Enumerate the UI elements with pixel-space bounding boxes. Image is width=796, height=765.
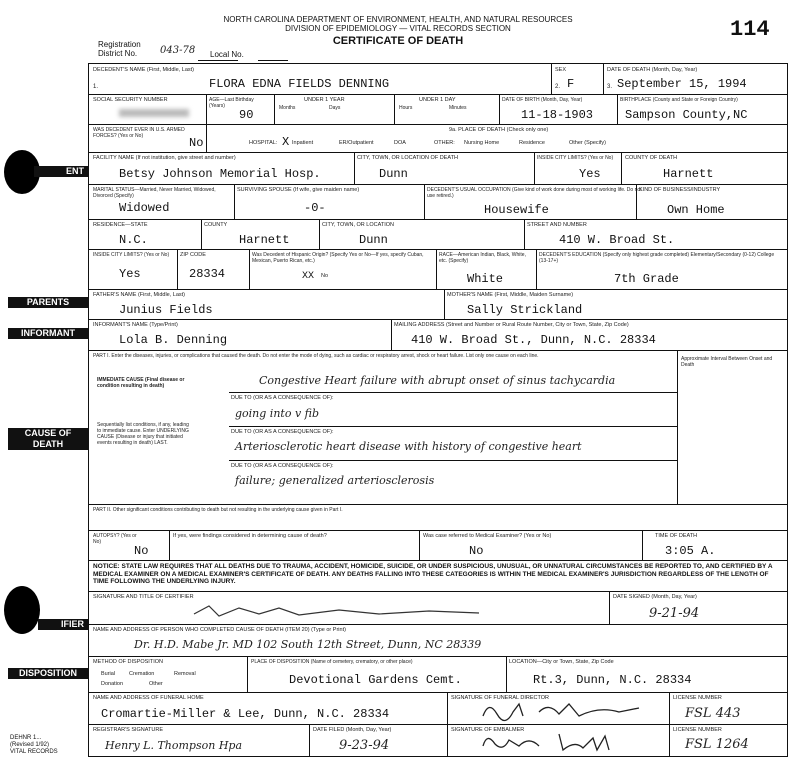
zip-label: ZIP CODE [180,252,206,258]
res-state-value: N.C. [119,233,148,247]
mailing-value: 410 W. Broad St., Dunn, N.C. 28334 [411,333,656,347]
ssn-redacted [119,109,189,117]
mother-label: MOTHER'S NAME (First, Middle, Maiden Surname) [447,292,574,298]
license1-label: LICENSE NUMBER [673,695,722,701]
doa-label: DOA [394,140,406,146]
divider [536,249,537,289]
divider [444,289,445,319]
education-value: 7th Grade [614,272,679,286]
local-no-label: Local No. [210,50,244,59]
date-signed-label: DATE SIGNED (Month, Day, Year) [613,594,697,600]
informant-label: INFORMANT'S NAME (Type/Print) [93,322,178,328]
row-line [89,289,787,290]
sig-certifier-label: SIGNATURE AND TITLE OF CERTIFIER [93,594,194,600]
divider [201,219,202,249]
hispanic-mark: XX [302,271,315,282]
divider [499,94,500,124]
divider [169,530,170,560]
certifier-address-label: NAME AND ADDRESS OF PERSON WHO COMPLETED CAUSE OF DEATH (ITEM 20) (Type or Print) [93,627,346,633]
inside-city2-label: INSIDE CITY LIMITS? (Yes or No) [93,252,170,258]
age-label: AGE—Last Birthday (Years) [209,97,254,109]
row-line [89,152,787,153]
hispanic-label: Was Decedent of Hispanic Origin? (Specify Yes or No—If yes, specify Cuban, Mexican, Puerto Rican, etc.) [252,252,424,264]
occupation-label: DECEDENT'S USUAL OCCUPATION (Give kind of work done during most of working life. Do not use retired.) [427,187,642,199]
dob-label: DATE OF BIRTH (Month, Day, Year) [502,97,583,103]
sex-value: F [567,77,575,91]
inside-city-value: Yes [579,167,601,181]
row-line [89,124,787,125]
marital-value: Widowed [119,201,170,215]
divider [617,94,618,124]
certifier-address-value: Dr. H.D. Mabe Jr. MD 102 South 12th Street, Dunn, NC 28339 [134,638,482,651]
funeral-director-signature [479,698,649,722]
city-of-death-label: CITY, TOWN, OR LOCATION OF DEATH [357,155,458,161]
facility-label: FACILITY NAME (If not institution, give street and number) [93,155,236,161]
burial-mark: X [83,669,90,680]
legal-notice: NOTICE: STATE LAW REQUIRES THAT ALL DEATHS DUE TO TRAUMA, ACCIDENT, HOMICIDE, SUICIDE, OR UNDER SUSPICIOUS, UNUSUAL, OR UNNATURAL CIRCUMSTANCES BE REPORTED TO, AND CERTIFIED BY A MEDICAL EXAMINER ON A MEDICAL EXAMINER'S CERTIFICATE OF DEATH. ANY DEATHS FALLING INTO THESE CATEGORIES IS WITHIN THE MEDICAL EXAMINER'S JURISDICTION REGARDLESS OF THE LENGTH OF TIME FOLLOWING THE UNDERLYING INJURY. [93,563,773,585]
cause-b-value: going into v fib [235,407,320,420]
part1-instructions: PART I. Enter the diseases, injuries, or complications that caused the death. Do not enter the mode of dying, such as cardiac or respiratory arrest, shock or heart failure. List only one cause on each line. [93,353,539,359]
name-label: DECEDENT'S NAME (First, Middle, Last) [93,67,194,73]
education-label: DECEDENT'S EDUCATION (Specify only highest grade completed) Elementary/Secondary (0-12) College (13-17+) [539,252,775,264]
inside-city-label: INSIDE CITY LIMITS? (Yes or No) [537,155,614,161]
certifier-signature [189,602,489,622]
county-of-death-value: Harnett [663,167,714,181]
divider [274,94,275,124]
hospital-label: HOSPITAL: [249,140,278,146]
divider [534,152,535,184]
donation-label: Donation [101,681,124,687]
divider [524,219,525,249]
parents-tab: PARENTS [8,297,88,308]
inpatient-label: Inpatient [292,140,314,146]
method-label: METHOD OF DISPOSITION [93,659,163,665]
row-line [89,656,787,657]
sequential-label: Sequentially list conditions, if any, leading to immediate cause. Enter UNDERLYING CAUSE (Disease or injury that initiated events resulting in death) LAST. [97,422,189,446]
city-loc-value: Dunn [359,233,388,247]
divider [247,656,248,692]
funeral-director-label: SIGNATURE OF FUNERAL DIRECTOR [451,695,549,701]
spouse-value: -0- [304,201,326,215]
autopsy-label: AUTOPSY? (Yes or No) [93,533,137,545]
street-label: STREET AND NUMBER [527,222,587,228]
row-line [89,184,787,185]
other-specify-label: Other (Specify) [569,140,606,146]
under-1-day-label: UNDER 1 DAY [419,97,456,103]
nursing-home-label: Nursing Home [464,140,500,146]
cremation-label: Cremation [129,671,155,677]
interval-label: Approximate Interval Between Onset and Death [681,356,773,368]
date-filed-label: DATE FILED (Month, Day, Year) [313,727,392,733]
divider [394,94,395,124]
armed-forces-value: No [189,136,204,150]
row-line [89,319,787,320]
local-underline [258,60,288,61]
cause-line [229,460,677,461]
res-state-label: RESIDENCE—STATE [93,222,148,228]
due-to-label: DUE TO (OR AS A CONSEQUENCE OF): [231,395,334,401]
informant-value: Lola B. Denning [119,333,228,347]
age-value: 90 [239,108,254,122]
cause-tab-line1: CAUSE OF [24,428,72,438]
under-1-year-label: UNDER 1 YEAR [304,97,345,103]
footer-line3: VITAL RECORDS [10,749,58,755]
divider [642,530,643,560]
business-value: Own Home [667,203,725,217]
divider [621,152,622,184]
county-of-death-label: COUNTY OF DEATH [625,155,678,161]
cause-line [229,426,677,427]
footer-line2: (Revised 1/92) [10,742,50,748]
county-label: COUNTY [204,222,228,228]
dob-value: 11-18-1903 [521,108,594,122]
me-referred-value: No [469,544,484,558]
divider [234,184,235,219]
divider [391,319,392,350]
due-to-label: DUE TO (OR AS A CONSEQUENCE OF): [231,429,334,435]
removal-label: Removal [174,671,196,677]
ssn-label: SOCIAL SECURITY NUMBER [93,97,168,103]
part2-instructions: PART II. Other significant conditions contributing to death but not resulting in the underlying cause given in Part I. [93,507,343,513]
divider [177,249,178,289]
divider [636,184,637,219]
divider [506,656,507,692]
item-number: 1. [93,84,99,90]
certificate-title: CERTIFICATE OF DEATH [332,35,464,47]
marital-label: MARITAL STATUS—Married, Never Married, Widowed, Divorced (Specify) [93,187,216,199]
row-line [89,219,787,220]
cause-of-death-tab [8,428,88,450]
city-of-death-value: Dunn [379,167,408,181]
city-loc-label: CITY, TOWN, OR LOCATION [322,222,395,228]
due-to-label: DUE TO (OR AS A CONSEQUENCE OF): [231,463,334,469]
divider [206,94,207,124]
registrar-label: REGISTRAR'S SIGNATURE [93,727,164,733]
embalmer-signature [479,730,649,754]
autopsy-value: No [134,544,149,558]
redaction-blob [4,586,40,634]
cause-a-value: Congestive Heart failure with abrupt onset of sinus tachycardia [259,374,616,387]
footer-code [10,735,58,756]
mother-value: Sally Strickland [467,303,583,317]
cause-d-value: failure; generalized arteriosclerosis [235,474,435,487]
place-disposition-value: Devotional Gardens Cemt. [289,673,462,687]
days-label: Days [329,105,341,111]
father-label: FATHER'S NAME (First, Middle, Last) [93,292,186,298]
other-label: OTHER: [434,140,455,146]
decedent-tab: ENT [34,166,88,177]
row-line [89,591,787,592]
divider [309,724,310,756]
birthplace-value: Sampson County,NC [625,108,748,122]
license1-value: FSL 443 [685,706,741,721]
date-signed-value: 9-21-94 [649,606,700,621]
facility-value: Betsy Johnson Memorial Hosp. [119,167,321,181]
division-heading: DIVISION OF EPIDEMIOLOGY — VITAL RECORDS SECTION [285,24,511,33]
registrar-value: Henry L. Thompson Hpa [105,739,243,752]
embalmer-label: SIGNATURE OF EMBALMER [451,727,525,733]
certificate-number: 114 [730,17,770,42]
residence-label: Residence [519,140,545,146]
immediate-cause-label: IMMEDIATE CAUSE (Final disease or condition resulting in death) [97,377,185,389]
disposition-tab: DISPOSITION [8,668,88,679]
cause-c-value: Arteriosclerotic heart disease with history of congestive heart [235,440,582,453]
divider [319,219,320,249]
row-line [89,724,787,725]
occupation-value: Housewife [484,203,549,217]
divider [419,530,420,560]
divider [436,249,437,289]
zip-value: 28334 [189,267,226,281]
street-value: 410 W. Broad St. [559,233,675,247]
certifier-tab: IFIER [38,619,88,630]
er-label: ER/Outpatient [339,140,374,146]
time-of-death-value: 3:05 A. [665,544,716,558]
spouse-label: SURVIVING SPOUSE (If wife, give maiden name) [237,187,360,193]
me-referred-label: Was case referred to Medical Examiner? (Yes or No) [423,533,552,539]
decedent-name: FLORA EDNA FIELDS DENNING [209,77,390,91]
hours-label: Hours [399,105,413,111]
time-of-death-label: TIME OF DEATH [655,533,698,539]
business-label: KIND OF BUSINESS/INDUSTRY [639,187,721,193]
divider [677,350,678,504]
district-underline [198,60,238,61]
agency-heading: NORTH CAROLINA DEPARTMENT OF ENVIRONMENT, HEALTH, AND NATURAL RESOURCES [223,15,573,24]
footer-line1: DEHNR 1... [10,735,42,741]
row-line [89,692,787,693]
row-line [89,504,787,505]
district-number: 043-78 [160,45,196,56]
divider [424,184,425,219]
location-value: Rt.3, Dunn, N.C. 28334 [533,673,692,687]
row-line [89,94,787,95]
race-value: White [467,272,504,286]
row-line [89,624,787,625]
mailing-label: MAILING ADDRESS (Street and Number or Rural Route Number, City or Town, State, Zip Code) [394,322,629,328]
burial-label: Burial [101,671,116,677]
location-label: LOCATION—City or Town, State, Zip Code [509,659,614,665]
birthplace-label: BIRTHPLACE (County and State or Foreign Country) [620,97,738,103]
place-disposition-label: PLACE OF DISPOSITION (Name of cemetery, crematory, or other place) [251,659,413,665]
registration-label: Registration District No. [98,40,141,58]
funeral-home-label: NAME AND ADDRESS OF FUNERAL HOME [93,695,204,701]
row-line [89,560,787,561]
row-line [89,350,787,351]
informant-tab: INFORMANT [8,328,88,339]
sex-label: SEX [555,67,567,73]
item-number: 3. [607,84,613,90]
divider [249,249,250,289]
father-value: Junius Fields [119,303,213,317]
minutes-label: Minutes [449,105,467,111]
date-of-death-label: DATE OF DEATH (Month, Day, Year) [607,67,698,73]
cause-tab-line2: DEATH [32,439,64,449]
other-disposition-label: Other [149,681,163,687]
inpatient-mark: X [282,135,290,149]
inside-city2-value: Yes [119,267,141,281]
license2-label: LICENSE NUMBER [673,727,722,733]
race-label: RACE—American Indian, Black, White, etc. (Specify) [439,252,526,264]
license2-value: FSL 1264 [685,737,749,752]
place-of-death-label: 9a. PLACE OF DEATH (Check only one) [449,127,549,133]
findings-label: If yes, were findings considered in determining cause of death? [173,533,327,539]
row-line [89,530,787,531]
funeral-home-value: Cromartie-Miller & Lee, Dunn, N.C. 28334 [101,707,390,721]
hispanic-no: No [321,273,329,279]
months-label: Months [279,105,296,111]
divider [354,152,355,184]
county-value: Harnett [239,233,290,247]
cause-line [229,392,677,393]
divider [609,591,610,624]
date-of-death-value: September 15, 1994 [617,77,747,91]
date-filed-value: 9-23-94 [339,738,390,753]
row-line [89,249,787,250]
armed-forces-label: WAS DECEDENT EVER IN U.S. ARMED FORCES? (Yes or No) [93,127,185,139]
divider [206,124,207,152]
divider [603,64,604,94]
certificate-form [83,63,788,757]
item-number: 2. [555,84,561,90]
divider [551,64,552,94]
